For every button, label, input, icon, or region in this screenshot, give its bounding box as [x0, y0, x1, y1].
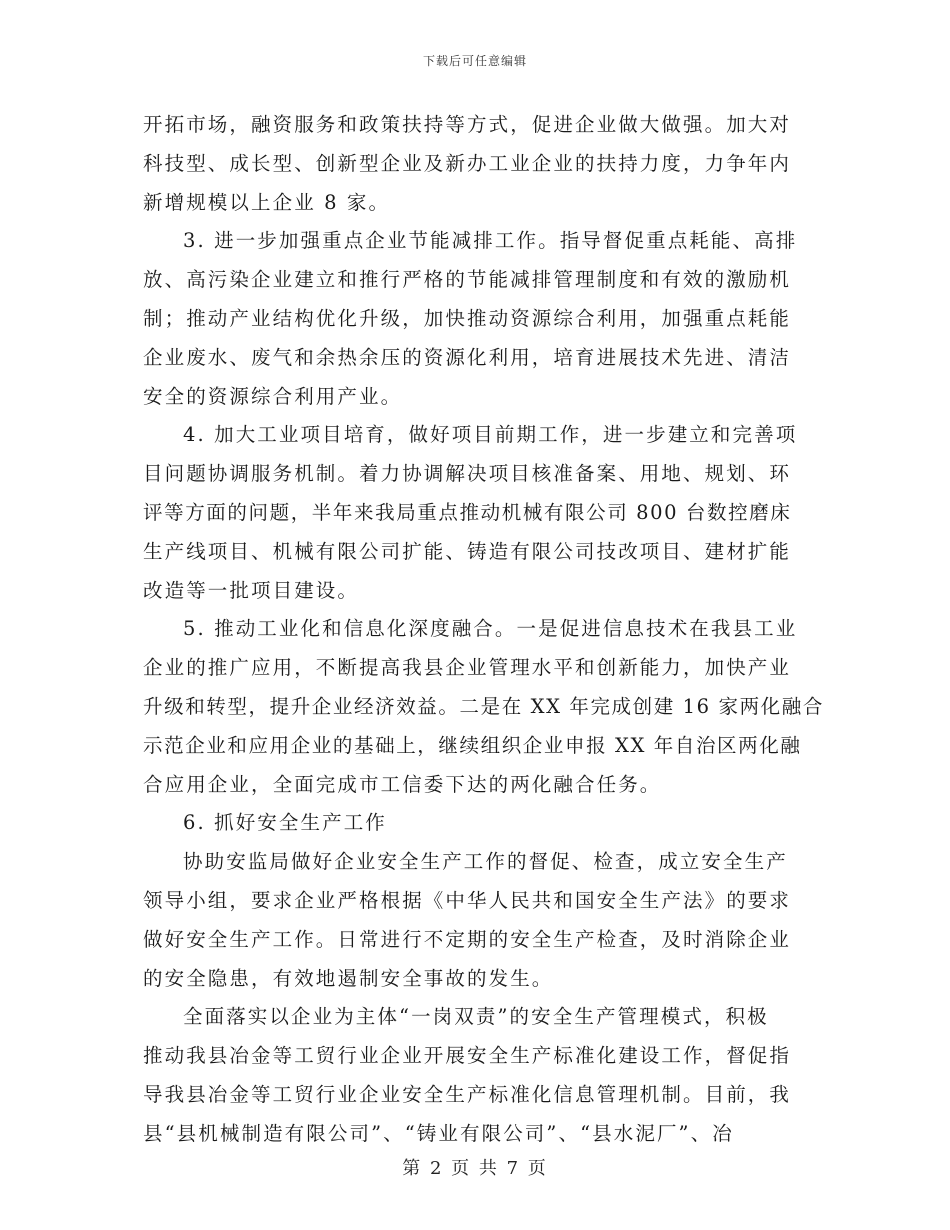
text-line: 示范企业和应用企业的基础上，继续组织企业申报 XX 年自治区两化融 — [143, 733, 802, 757]
text-line: 县“县机械制造有限公司”、“铸业有限公司”、“县水泥厂”、冶 — [143, 1121, 734, 1145]
text-line: 制；推动产业结构优化升级，加快推动资源综合利用，加强重点耗能 — [143, 306, 792, 330]
text-line: 改造等一批项目建设。 — [143, 578, 360, 602]
text-line: 放、高污染企业建立和推行严格的节能减排管理制度和有效的激励机 — [143, 268, 792, 292]
text-line: 升级和转型，提升企业经济效益。二是在 XX 年完成创建 16 家两化融合 — [143, 694, 824, 718]
text-line: 协助安监局做好企业安全生产工作的督促、检查，成立安全生产 — [183, 850, 788, 874]
text-line: 的安全隐患，有效地遏制安全事故的发生。 — [143, 966, 554, 990]
text-line: 企业的推广应用，不断提高我县企业管理水平和创新能力，加快产业 — [143, 656, 792, 680]
text-line: 开拓市场，融资服务和政策扶持等方式，促进企业做大做强。加大对 — [143, 113, 792, 136]
text-line: 导我县冶金等工贸行业企业安全生产标准化信息管理机制。目前，我 — [143, 1082, 792, 1106]
text-line: 推动我县冶金等工贸行业企业开展安全生产标准化建设工作，督促指 — [143, 1044, 792, 1068]
text-line: 合应用企业，全面完成市工信委下达的两化融合任务。 — [143, 772, 662, 796]
page-header: 下载后可任意编辑 — [422, 54, 527, 68]
text-line: 4. 加大工业项目培育，做好项目前期工作，进一步建立和完善项 — [183, 423, 798, 447]
text-line: 全面落实以企业为主体“一岗双责”的安全生产管理模式，积极 — [183, 1005, 769, 1029]
text-line: 目问题协调服务机制。着力协调解决项目核准备案、用地、规划、环 — [143, 462, 792, 486]
text-line: 新增规模以上企业 8 家。 — [143, 190, 391, 214]
text-line: 6. 抓好安全生产工作 — [183, 811, 387, 835]
text-line: 企业废水、废气和余热余压的资源化利用，培育进展技术先进、清洁 — [143, 345, 792, 369]
text-line: 3. 进一步加强重点企业节能减排工作。指导督促重点耗能、高排 — [183, 229, 798, 253]
text-line: 领导小组，要求企业严格根据《中华人民共和国安全生产法》的要求 — [143, 888, 792, 912]
text-line: 生产线项目、机械有限公司扩能、铸造有限公司技改项目、建材扩能 — [143, 539, 792, 563]
document-body — [143, 106, 824, 1154]
text-line: 5. 推动工业化和信息化深度融合。一是促进信息技术在我县工业 — [183, 617, 798, 641]
text-line: 做好安全生产工作。日常进行不定期的安全生产检查，及时消除企业 — [143, 927, 792, 951]
text-line: 安全的资源综合利用产业。 — [143, 384, 403, 408]
text-line: 科技型、成长型、创新型企业及新办工业企业的扶持力度，力争年内 — [143, 151, 792, 175]
page-footer: 第 2 页 共 7 页 — [402, 1158, 548, 1179]
text-line: 评等方面的问题，半年来我局重点推动机械有限公司 800 台数控磨床 — [143, 500, 792, 524]
